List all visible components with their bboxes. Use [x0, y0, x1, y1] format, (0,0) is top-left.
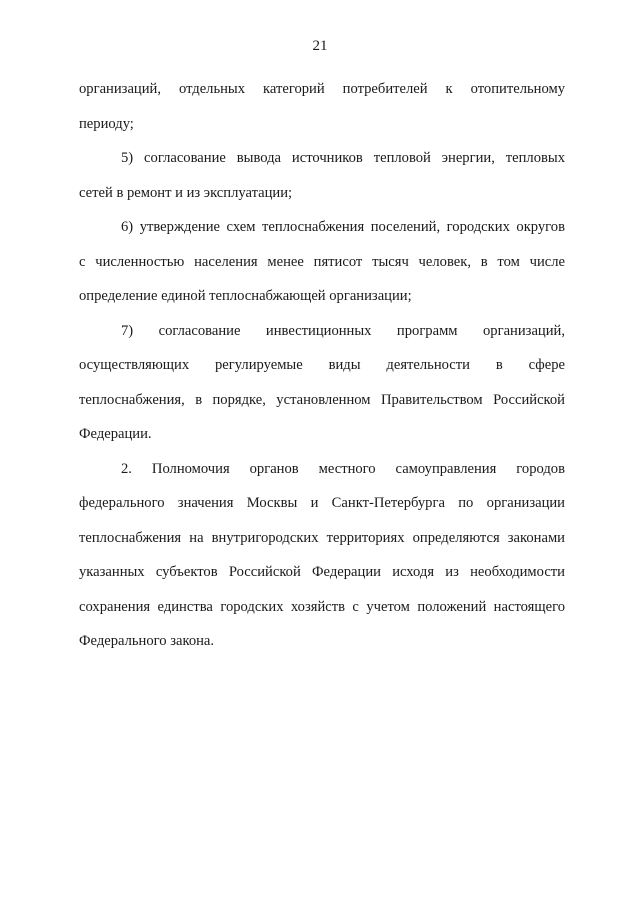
text-line: периоду;	[79, 115, 134, 132]
paragraph-section-2	[79, 452, 565, 659]
page-number: 21	[312, 38, 328, 54]
paragraph-item-5	[79, 141, 565, 210]
text-line: указанных субъектов Российской Федерации исходя из необходимости	[79, 564, 565, 580]
paragraph-item-7	[79, 314, 565, 452]
text-line: 7) согласование инвестиционных программ организаций,	[121, 322, 565, 339]
text-line: теплоснабжения на внутригородских территориях определяются законами	[79, 529, 565, 546]
text-line: Федерации.	[79, 426, 152, 442]
paragraph-item-6	[79, 210, 565, 314]
text-line: сетей в ремонт и из эксплуатации;	[79, 184, 293, 201]
text-line: определение единой теплоснабжающей организации;	[79, 288, 412, 304]
text-line: 2. Полномочия органов местного самоуправления городов	[121, 460, 565, 477]
document-body	[79, 72, 565, 659]
text-line: организаций, отдельных категорий потребителей к отопительному	[79, 81, 565, 97]
text-line: 6) утверждение схем теплоснабжения поселений, городских округов	[121, 219, 565, 235]
text-line: Федерального закона.	[79, 633, 215, 649]
text-line: 5) согласование вывода источников тепловой энергии, тепловых	[121, 150, 565, 166]
paragraph-continuation	[79, 72, 565, 141]
text-line: теплоснабжения, в порядке, установленном Правительством Российской	[79, 391, 565, 408]
text-line: сохранения единства городских хозяйств с учетом положений настоящего	[79, 598, 565, 615]
text-line: с численностью населения менее пятисот тысяч человек, в том числе	[79, 253, 565, 270]
text-line: осуществляющих регулируемые виды деятельности в сфере	[79, 357, 565, 373]
text-line: федерального значения Москвы и Санкт-Петербурга по организации	[79, 495, 565, 511]
